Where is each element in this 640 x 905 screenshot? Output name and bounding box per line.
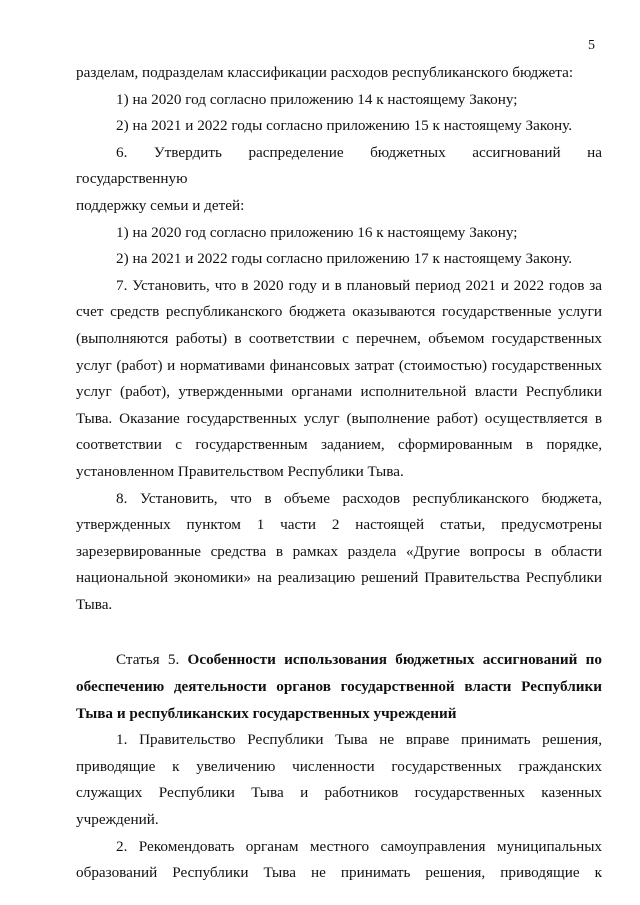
- text-line: 1) на 2020 год согласно приложению 14 к настоящему Закону;: [116, 90, 518, 108]
- text-line: 6. Утвердить распределение бюджетных ассигнований на государственную: [76, 143, 602, 188]
- text-line: национальной экономики» на реализацию решений Правительства Республики: [76, 569, 602, 587]
- page-number: 5: [588, 38, 595, 53]
- text-line: приводящие к увеличению численности государственных гражданских: [76, 757, 602, 775]
- article-label: Статья 5.: [116, 651, 180, 669]
- text-line: образований Республики Тыва не принимать решения, приводящие к: [76, 864, 602, 882]
- text-line: разделам, подразделам классификации расходов республиканского бюджета:: [76, 64, 574, 81]
- document-body: [76, 60, 602, 887]
- section-spacer: [76, 618, 602, 647]
- article-title: Особенности использования бюджетных ассигнований по обеспечению деятельности органов государственной власти Республики Тыва и республиканских государственных учреждений: [76, 651, 603, 722]
- text-line: учреждений.: [76, 811, 159, 829]
- text-line: 1. Правительство Республики Тыва не вправе принимать решения,: [116, 731, 602, 749]
- text-line: соответствии с государственным заданием, сформированным в порядке,: [76, 436, 602, 454]
- text-line: 7. Установить, что в 2020 году и в плановый период 2021 и 2022 годов за: [116, 276, 602, 294]
- text-line: счет средств республиканского бюджета оказываются государственные услуги: [76, 303, 602, 321]
- text-line: поддержку семьи и детей:: [76, 196, 245, 214]
- text-line: зарезервированные средства в рамках раздела «Другие вопросы в области: [76, 542, 602, 560]
- text-line: 2. Рекомендовать органам местного самоуправления муниципальных: [116, 837, 602, 855]
- text-line: услуг (работ), утвержденными органами исполнительной власти Республики: [76, 383, 602, 401]
- text-line: услуг (работ) и нормативами финансовых затрат (стоимостью) государственных: [76, 356, 602, 374]
- article-heading: [76, 647, 602, 727]
- text-line: установленном Правительством Республики Тыва.: [76, 462, 404, 480]
- text-line: Тыва.: [76, 595, 113, 613]
- text-line: Тыва. Оказание государственных услуг (выполнение работ) осуществляется в: [76, 409, 602, 427]
- text-line: 1) на 2020 год согласно приложению 16 к настоящему Закону;: [116, 223, 518, 241]
- text-line: (выполняются работы) в соответствии с перечнем, объемом государственных: [76, 329, 602, 347]
- text-line: 2) на 2021 и 2022 годы согласно приложению 17 к настоящему Закону.: [116, 250, 573, 268]
- text-line: 2) на 2021 и 2022 годы согласно приложению 15 к настоящему Закону.: [116, 117, 573, 135]
- text-line: утвержденных пунктом 1 части 2 настоящей статьи, предусмотрены: [76, 516, 602, 534]
- text-line: служащих Республики Тыва и работников государственных казенных: [76, 784, 602, 802]
- text-line: 8. Установить, что в объеме расходов республиканского бюджета,: [116, 489, 602, 507]
